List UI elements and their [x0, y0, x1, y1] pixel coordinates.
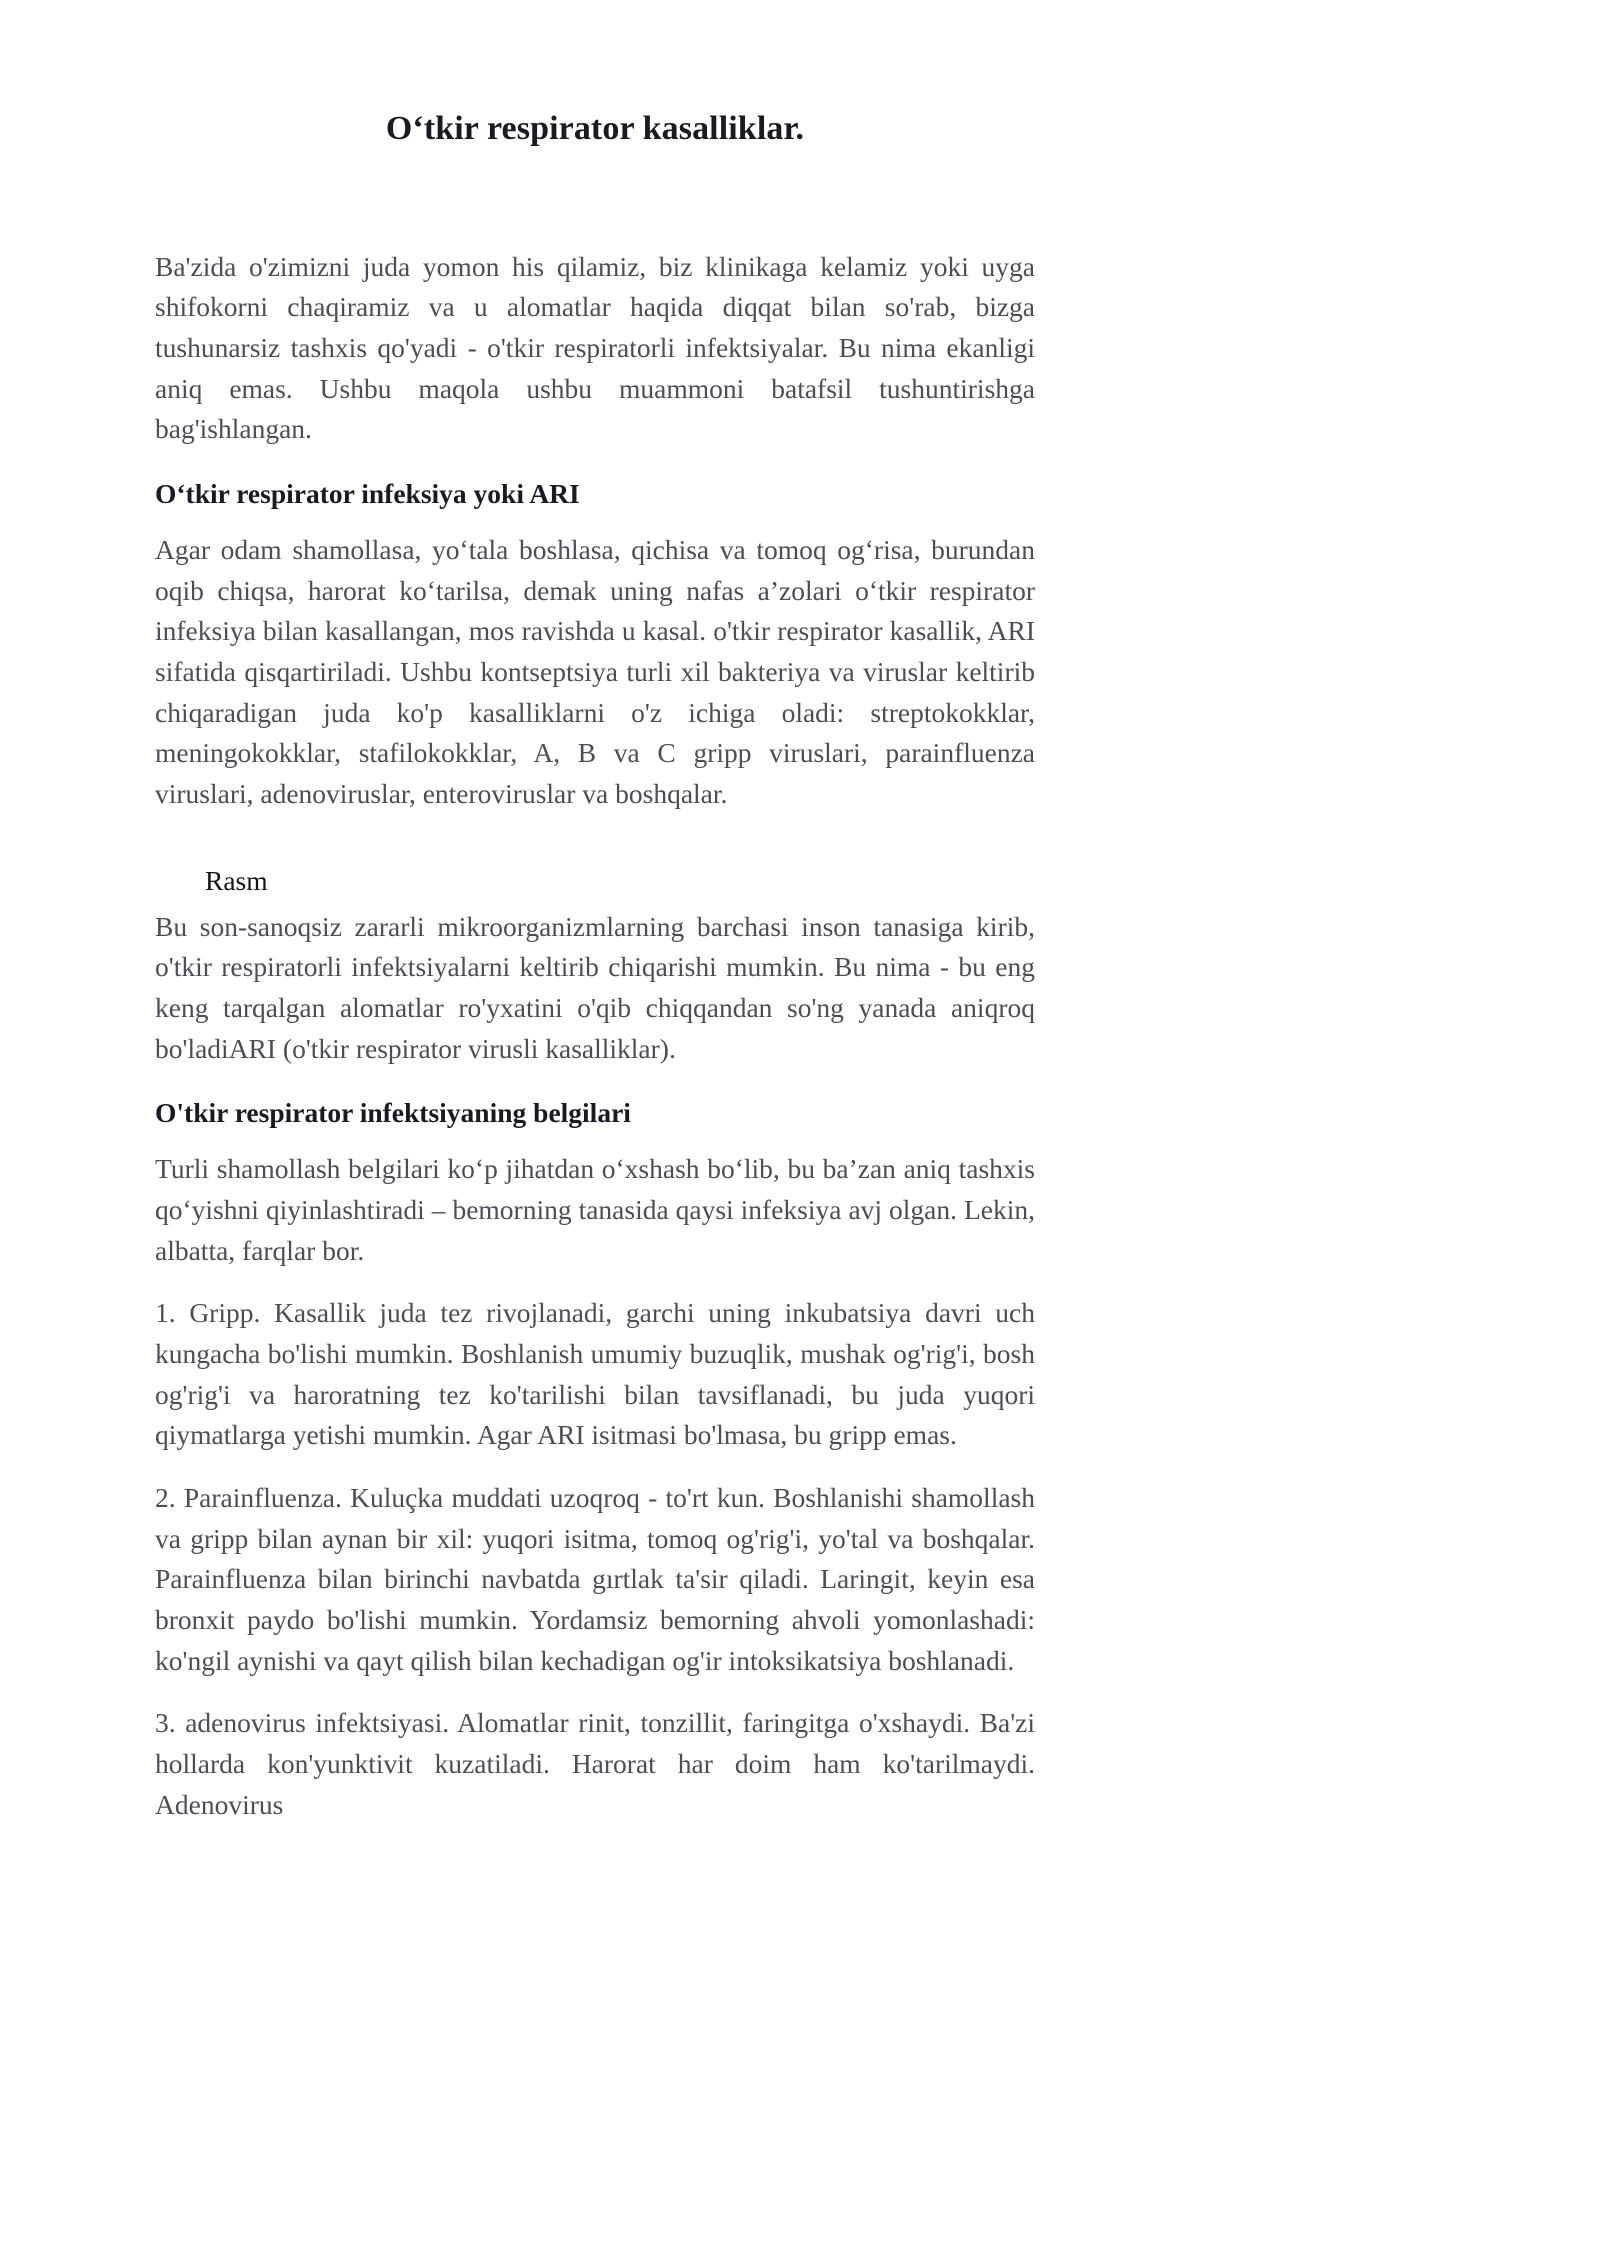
- figure-caption-rasm: Rasm: [205, 864, 268, 896]
- paragraph-microorganisms: Bu son-sanoqsiz zararli mikroorganizmlarning barchasi inson tanasiga kirib, o'tkir respiratorli infektsiyalarni keltirib chiqarishi mumkin. Bu nima - bu eng keng tarqalgan alomatlar ro'yxatini o'qib chiqqandan so'ng yanada aniqroq bo'ladiARI (o'tkir respirator virusli kasalliklar).: [155, 910, 1035, 1064]
- document-text-column: [155, 0, 1035, 1825]
- page-title: Oʻtkir respirator kasalliklar.: [385, 110, 805, 147]
- heading-symptoms: O'tkir respirator infektsiyaning belgilari: [155, 1097, 631, 1129]
- paragraph-symptoms-intro: Turli shamollash belgilari koʻp jihatdan oʻxshash boʻlib, bu ba’zan aniq tashxis qoʻyishni qiyinlashtiradi – bemorning tanasida qaysi infeksiya avj olgan. Lekin, albatta, farqlar bor.: [155, 1153, 1035, 1266]
- paragraph-item-adenovirus: 3. adenovirus infektsiyasi. Alomatlar rinit, tonzillit, faringitga o'xshaydi. Ba'zi hollarda kon'yunktivit kuzatiladi. Harorat har doim ham ko'tarilmaydi. Adenovirus: [155, 1707, 1035, 1820]
- paragraph-item-gripp: 1. Gripp. Kasallik juda tez rivojlanadi, garchi uning inkubatsiya davri uch kungacha bo'lishi mumkin. Boshlanish umumiy buzuqlik, mushak og'rig'i, bosh og'rig'i va haroratning tez ko'tarilishi bilan tavsiflanadi, bu juda yuqori qiymatlarga yetishi mumkin. Agar ARI isitmasi bo'lmasa, bu gripp emas.: [155, 1297, 1035, 1451]
- paragraph-ari-description: Agar odam shamollasa, yoʻtala boshlasa, qichisa va tomoq ogʻrisa, burundan oqib chiqsa, harorat koʻtarilsa, demak uning nafas a’zolari oʻtkir respirator infeksiya bilan kasallangan, mos ravishda u kasal. o'tkir respirator kasallik, ARI sifatida qisqartiriladi. Ushbu kontseptsiya turli xil bakteriya va viruslar keltirib chiqaradigan juda ko'p kasalliklarni o'z ichiga oladi: streptokokklar, meningokokklar, stafilokokklar, A, B va C gripp viruslari, parainfluenza viruslari, adenoviruslar, enteroviruslar va boshqalar.: [155, 533, 1035, 809]
- heading-acute-respiratory-infection: Oʻtkir respirator infeksiya yoki ARI: [155, 477, 580, 509]
- paragraph-item-parainfluenza: 2. Parainfluenza. Kuluçka muddati uzoqroq - to'rt kun. Boshlanishi shamollash va gripp bilan aynan bir xil: yuqori isitma, tomoq og'rig'i, yo'tal va boshqalar. Parainfluenza bilan birinchi navbatda gırtlak ta'sir qiladi. Laringit, keyin esa bronxit paydo bo'lishi mumkin. Yordamsiz bemorning ahvoli yomonlashadi: ko'ngil aynishi va qayt qilish bilan kechadigan og'ir intoksikatsiya boshlanadi.: [155, 1481, 1035, 1676]
- paragraph-intro: Ba'zida o'zimizni juda yomon his qilamiz, biz klinikaga kelamiz yoki uyga shifokorni chaqiramiz va u alomatlar haqida diqqat bilan so'rab, bizga tushunarsiz tashxis qo'yadi - o'tkir respiratorli infektsiyalar. Bu nima ekanligi aniq emas. Ushbu maqola ushbu muammoni batafsil tushuntirishga bag'ishlangan.: [155, 250, 1035, 445]
